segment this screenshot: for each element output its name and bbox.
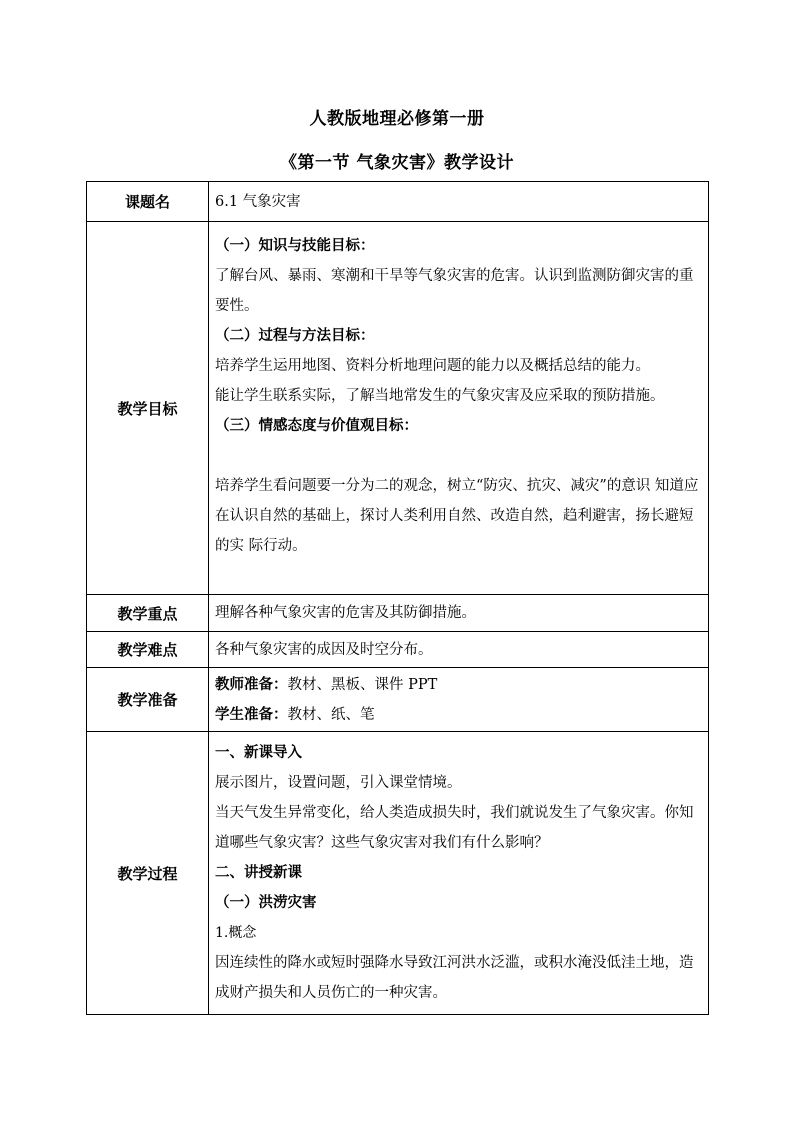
lesson-plan-table	[86, 181, 709, 1015]
prep-student-value: 教材、纸、笔	[287, 706, 375, 723]
process-subsection-heading: （一）洪涝灾害	[215, 894, 317, 911]
row-difficulties	[87, 632, 709, 668]
prep-teacher	[215, 670, 702, 700]
value-preparation	[209, 668, 709, 732]
label-difficulties: 教学难点	[87, 632, 209, 668]
row-key-points	[87, 595, 709, 632]
row-process	[87, 732, 709, 1015]
prep-student-label: 学生准备：	[215, 705, 288, 723]
goals-text-3: 培养学生看问题要一分为二的观念，树立“防灾、抗灾、减灾”的意识 知道应在认识自然的基础上，探讨人类利用自然、改造自然，趋利避害，扬长避短的实 际行动。	[215, 478, 699, 554]
process-section-1-text-1: 展示图片，设置问题，引入课堂情境。	[215, 775, 462, 791]
label-key-points: 教学重点	[87, 595, 209, 632]
doc-title-line-2: 《第一节 气象灾害》教学设计	[280, 153, 514, 173]
prep-teacher-label: 教师准备：	[215, 675, 288, 693]
process-section-1-text-2: 当天气发生异常变化，给人类造成损失时，我们就说发生了气象灾害。你知道哪些气象灾害？这些气象灾害对我们有什么影响？	[215, 805, 694, 851]
goals-text-2a: 培养学生运用地图、资料分析地理问题的能力以及概括总结的能力。	[215, 358, 650, 374]
label-goals: 教学目标	[87, 222, 209, 595]
label-process: 教学过程	[87, 732, 209, 1015]
row-preparation	[87, 668, 709, 732]
doc-title-line-1: 人教版地理必修第一册	[309, 109, 485, 129]
row-topic	[87, 182, 709, 222]
process-item-text: 因连续性的降水或短时强降水导致江河洪水泛滥，或积水淹没低洼土地，造成财产损失和人员伤亡的一种灾害。	[215, 955, 694, 1001]
goals-heading-3: （三）情感态度与价值观目标：	[215, 417, 418, 434]
prep-teacher-value: 教材、黑板、课件 PPT	[287, 676, 438, 693]
goals-spacer	[215, 441, 702, 471]
value-difficulties: 各种气象灾害的成因及时空分布。	[209, 632, 709, 668]
label-topic: 课题名	[87, 182, 209, 222]
label-preparation: 教学准备	[87, 668, 209, 732]
goals-tail-spacer	[215, 561, 702, 585]
goals-text-2b: 能让学生联系实际，了解当地常发生的气象灾害及应采取的预防措施。	[215, 388, 665, 404]
value-goals	[209, 222, 709, 595]
prep-student	[215, 700, 702, 730]
process-item-heading: 1.概念	[215, 925, 257, 941]
goals-heading-1: （一）知识与技能目标：	[215, 237, 375, 254]
process-section-1-heading: 一、新课导入	[215, 744, 302, 761]
goals-text-1: 了解台风、暴雨、寒潮和干旱等气象灾害的危害。认识到监测防御灾害的重要性。	[215, 268, 694, 314]
value-process	[209, 732, 709, 1015]
value-topic: 6.1 气象灾害	[209, 182, 709, 222]
value-key-points: 理解各种气象灾害的危害及其防御措施。	[209, 595, 709, 632]
goals-heading-2: （二）过程与方法目标：	[215, 327, 375, 344]
row-goals	[87, 222, 709, 595]
process-section-2-heading: 二、讲授新课	[215, 864, 302, 881]
